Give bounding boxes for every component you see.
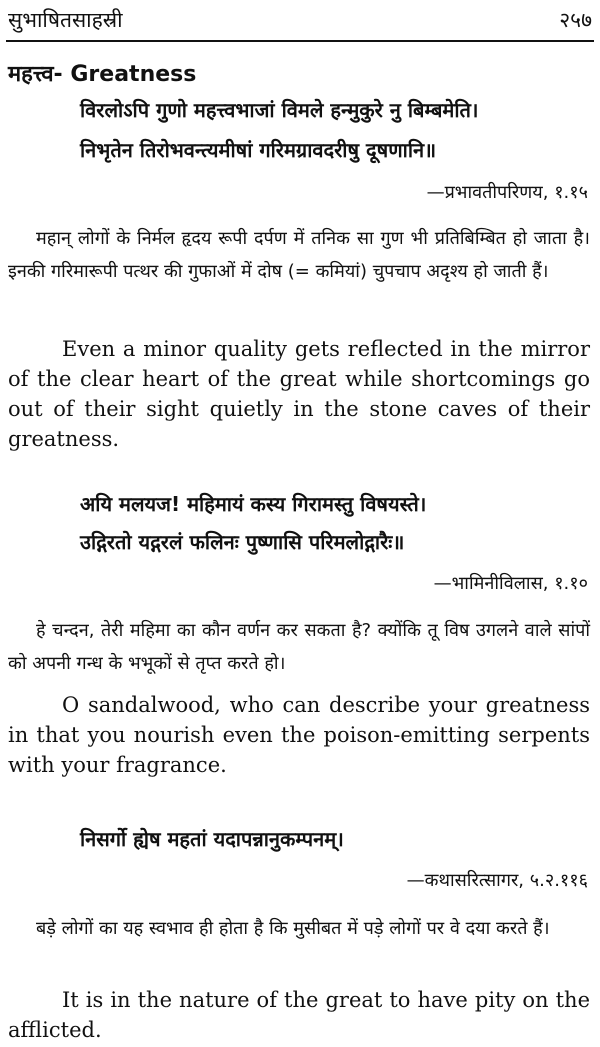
hindi-translation: हे चन्दन, तेरी महिमा का कौन वर्णन कर सकता है? क्योंकि तू विष उगलने वाले सांपों को अपनी गन्ध के भभूकों से तृप्त करते हो। [8, 620, 590, 674]
english-translation: O sandalwood, who can describe your greatness in that you nourish even the poison-emitting serpents with your fragrance. [8, 693, 590, 777]
section-heading [8, 58, 196, 88]
running-title: सुभाषितसाहस्री [8, 8, 123, 32]
section-heading-english: Greatness [70, 62, 197, 87]
verse-line: उद्गिरतो यद्गरलं फलिनः पुष्णासि परिमलोद्गारैः॥ [80, 530, 405, 554]
header-rule [6, 40, 594, 42]
verse-line: विरलोऽपि गुणो महत्त्वभाजां विमले हन्मुकुरे नु बिम्बमेति। [80, 98, 479, 122]
hindi-translation: महान् लोगों के निर्मल हृदय रूपी दर्पण में तनिक सा गुण भी प्रतिबिम्बित हो जाता है। इनकी गरिमारूपी पत्थर की गुफाओं में दोष (= कमियां) चुपचाप अदृश्य हो जाती हैं। [8, 228, 590, 282]
verse-line: निभृतेन तिरोभवन्त्यमीषां गरिमग्रावदरीषु दूषणानि॥ [80, 138, 437, 162]
section-heading-hindi: महत्त्व- [8, 62, 63, 87]
verse-source: —भामिनीविलास, १.१० [433, 573, 588, 594]
verse-line: अयि मलयज! महिमायं कस्य गिरामस्तु विषयस्ते। [80, 492, 427, 516]
verse-source: —प्रभावतीपरिणय, १.१५ [426, 182, 588, 203]
page-header [8, 6, 592, 36]
english-translation: It is in the nature of the great to have pity on the afflicted. [8, 988, 590, 1042]
hindi-translation: बड़े लोगों का यह स्वभाव ही होता है कि मुसीबत में पड़े लोगों पर वे दया करते हैं। [36, 918, 550, 939]
english-translation: Even a minor quality gets reflected in the mirror of the clear heart of the great while shortcomings go out of their sight quietly in the stone caves of their greatness. [8, 337, 590, 451]
verse-source: —कथासरित्सागर, ५.२.११६ [406, 870, 588, 891]
verse-line: निसर्गो ह्येष महतां यदापन्नानुकम्पनम्। [80, 827, 344, 851]
page-number: २५७ [559, 8, 592, 32]
